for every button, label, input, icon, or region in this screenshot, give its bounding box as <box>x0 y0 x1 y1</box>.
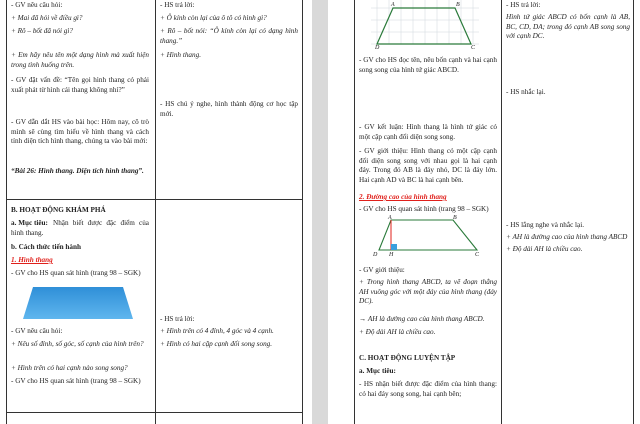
text: - GV cho HS quan sát hình (trang 98 – SGK) <box>359 205 489 213</box>
student-activity-column <box>501 0 633 424</box>
text: + Em hãy nêu tên một dạng hình mà xuất hiện trong tình huống trên. <box>11 51 149 69</box>
text: + Rô – bốt đã nói gì? <box>11 27 73 35</box>
left-document-page <box>0 0 312 424</box>
text: + Hình thang. <box>160 51 201 59</box>
text: - GV nêu câu hỏi: <box>11 327 63 335</box>
subsection-heading: 1. Hình thang <box>11 256 53 264</box>
text: - GV kết luận: Hình thang là hình tứ giác có một cặp cạnh đối diện song song. <box>359 123 497 141</box>
text: - GV giới thiệu: <box>359 266 405 274</box>
vertex-label: A <box>391 2 395 8</box>
vertex-label: H <box>389 252 394 258</box>
right-document-page <box>328 0 640 424</box>
text: Hình tứ giác ABCD có bốn cạnh là AB, BC, CD, DA; trong đó cạnh AB song song với cạnh DC. <box>506 13 630 41</box>
text: - GV giới thiệu: Hình thang có một cặp cạnh đối diện song song với nhau gọi là hai cạnh đáy. Trong đó AB là đáy nhỏ, DC là đáy lớn. Hai cạnh AD và BC là hai cạnh bên. <box>359 147 497 184</box>
vertex-label: D <box>375 45 380 51</box>
aim-label: a. Mục tiêu: <box>359 367 396 375</box>
text: - GV cho HS đọc tên, nêu bốn cạnh và hai cạnh song song của hình tứ giác ABCD. <box>359 56 497 74</box>
lesson-table-left <box>6 0 303 424</box>
text: + Mai đã hỏi về điều gì? <box>11 14 83 22</box>
text: - HS trả lời: <box>160 315 195 323</box>
text: - HS trả lời: <box>506 1 541 9</box>
text: - GV đặt vấn đề: “Tên gọi hình thang có phải xuất phát từ hình cái thang không nhỉ?” <box>11 76 149 94</box>
text: - HS nhắc lại. <box>506 88 546 96</box>
vertex-label: B <box>456 2 460 8</box>
student-activity-column <box>155 0 302 424</box>
vertex-label: A <box>388 215 392 221</box>
text: + Độ dài AH là chiều cao. <box>506 245 583 253</box>
text: + Độ dài AH là chiều cao. <box>359 328 436 336</box>
text: Nhận biết được đặc điểm của hình thang. <box>11 219 149 237</box>
table-divider <box>7 412 302 413</box>
teacher-activity-column <box>355 0 503 424</box>
trapezoid-figure <box>23 285 133 321</box>
trapezoid-abcd-figure <box>369 0 481 50</box>
subsection-heading: 2. Đường cao của hình thang <box>359 193 447 201</box>
lesson-title: “Bài 26: Hình thang. Diện tích hình thang”. <box>11 167 144 175</box>
text: + AH là đường cao của hình thang ABCD <box>506 233 628 241</box>
text: - HS trả lời: <box>160 1 195 9</box>
text: - HS lắng nghe và nhắc lại. <box>506 221 585 229</box>
vertex-label: B <box>453 215 457 221</box>
aim-label: a. Mục tiêu: <box>11 219 48 227</box>
text: → AH là đường cao của hình thang ABCD. <box>359 315 485 323</box>
text: + Trong hình thang ABCD, ta vẽ đoạn thẳng AH vuông góc với một đáy của hình thang (đáy DC). <box>359 278 497 306</box>
text: - GV dẫn dắt HS vào bài học: Hôm nay, cô trò mình sẽ cùng tìm hiểu về hình thang và cách tính diện tích hình thang, chúng ta vào bài mới: <box>11 118 149 146</box>
text: - GV cho HS quan sát hình (trang 98 – SGK) <box>11 377 141 385</box>
text: + Nêu số đỉnh, số góc, số cạnh của hình trên? <box>11 340 144 348</box>
text: - GV nêu câu hỏi: <box>11 1 63 9</box>
section-heading: C. HOẠT ĐỘNG LUYỆN TẬP <box>359 354 456 362</box>
text: - HS chú ý nghe, hình thành động cơ học tập mới. <box>160 100 298 118</box>
vertex-label: C <box>471 45 476 51</box>
table-divider <box>7 199 302 200</box>
vertex-label: D <box>373 252 378 258</box>
text: + Hình trên có hai cạnh nào song song? <box>11 364 128 372</box>
text: - GV cho HS quan sát hình (trang 98 – SGK) <box>11 269 141 277</box>
vertex-label: C <box>475 252 480 258</box>
lesson-table-right <box>354 0 634 424</box>
text: + Ô kính còn lại của ô tô có hình gì? <box>160 14 267 22</box>
text: + Hình có hai cặp cạnh đối song song. <box>160 340 273 348</box>
text: + Rô – bốt nói: “Ô kính còn lại có dạng hình thang.” <box>160 27 298 45</box>
method-heading: b. Cách thức tiến hành <box>11 243 82 251</box>
text: + Hình trên có 4 đỉnh, 4 góc và 4 cạnh. <box>160 327 274 335</box>
text: - HS nhận biết được đặc điểm của hình thang: có hai đáy song song, hai cạnh bên; <box>359 380 497 398</box>
teacher-activity-column <box>7 0 157 424</box>
section-heading: B. HOẠT ĐỘNG KHÁM PHÁ <box>11 206 106 214</box>
